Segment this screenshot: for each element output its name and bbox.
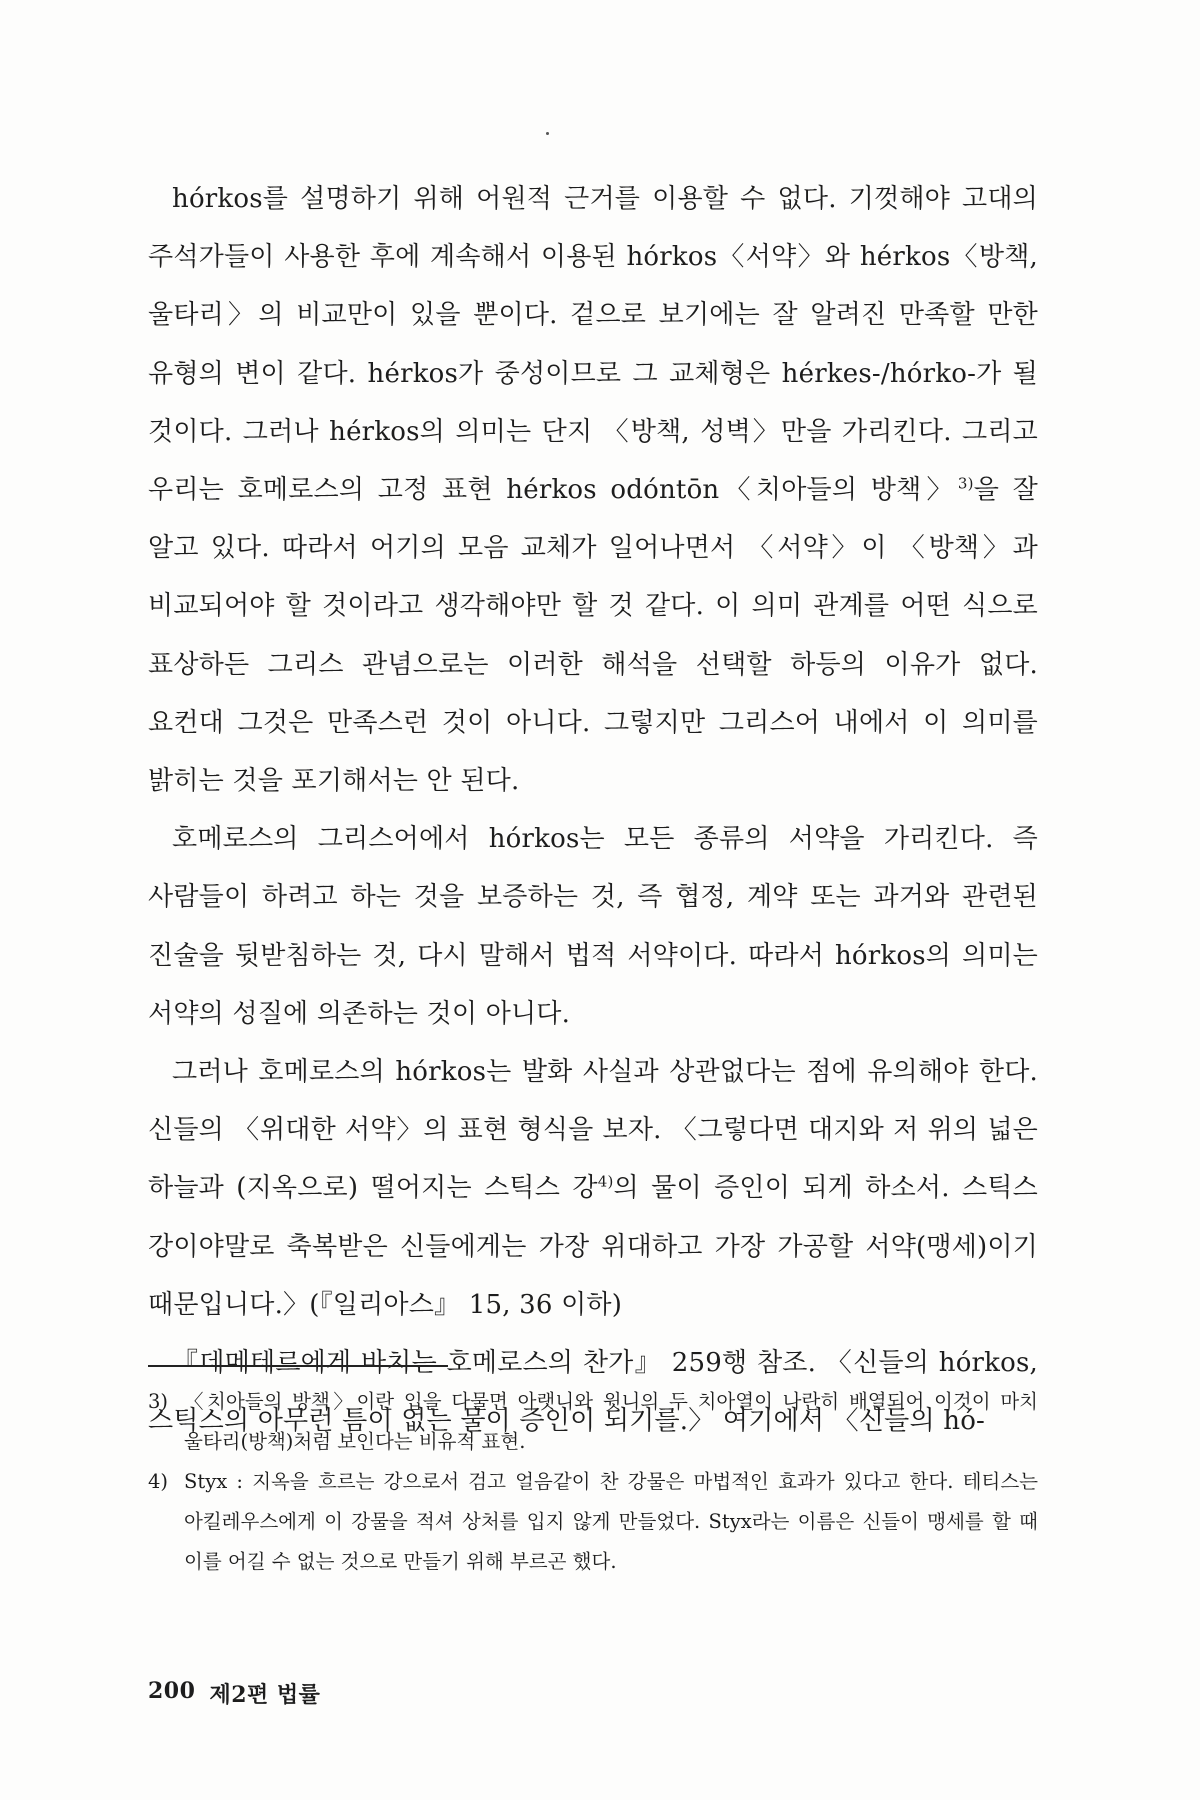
paragraph-3-text-b: 의 물이 증인이 되게 하소서. 스틱스 강이야말로 축복받은 신들에게는 가장 위대하고 가장 가공할 서약(맹세)이기 때문입니다.〉(『일리아스』 15, 36 이하) [148, 1173, 1038, 1320]
paragraph-3 [148, 1043, 1038, 1334]
footnote-number: 4) [148, 1470, 169, 1493]
footnote-3 [148, 1382, 1038, 1462]
footnote-4 [148, 1462, 1038, 1582]
paragraph-1-text-a: hórkos를 설명하기 위해 어원적 근거를 이용할 수 없다. 기껏해야 고대의 주석가들이 사용한 후에 계속해서 이용된 hórkos〈서약〉와 hérkos〈방책, 울타리〉의 비교만이 있을 뿐이다. 겉으로 보기에는 잘 알려진 만족할 만한 유형의 변이 같다. hérkos가 중성이므로 그 교체형은 hérkes-/hórko-가 될 것이다. 그러나 hérkos의 의미는 단지 〈방책, 성벽〉만을 가리킨다. 그리고 우리는 호메로스의 고정 표현 hérkos odóntōn〈치아들의 방책〉 [148, 184, 1038, 506]
footnote-ref-3[interactable]: 3) [957, 474, 974, 493]
footnote-divider [148, 1365, 448, 1367]
footnote-number: 3) [148, 1390, 169, 1413]
footnote-text: 〈치아들의 방책〉이란 입을 다물면 아랫니와 윗니의 두 치아열이 나란히 배열되어 이것이 마치 울타리(방책)처럼 보인다는 비유적 표현. [184, 1390, 1038, 1453]
section-title: 제2편 법률 [209, 1682, 321, 1708]
footnote-text: Styx : 지옥을 흐르는 강으로서 검고 얼음같이 찬 강물은 마법적인 효과가 있다고 한다. 테티스는 아킬레우스에게 이 강물을 적셔 상처를 입지 않게 만들었다. Styx라는 이름은 신들이 맹세를 할 때 이를 어길 수 없는 것으로 만들기 위해 부르곤 했다. [184, 1470, 1038, 1573]
print-speck [546, 132, 549, 135]
paragraph-4: 『데메테르에게 바치는 호메로스의 찬가』 259행 참조. 〈신들의 hórkos, 스틱스의 아무런 틈이 없는 물이 증인이 되기를.〉 여기에서 〈신들의 hó- [148, 1348, 1038, 1437]
footnotes [148, 1382, 1038, 1582]
paragraph-3-text-a: 그러나 호메로스의 hórkos는 발화 사실과 상관없다는 점에 유의해야 한다. 신들의 〈위대한 서약〉의 표현 형식을 보자. 〈그렇다면 대지와 저 위의 넓은 하늘과 (지옥으로) 떨어지는 스틱스 강 [148, 1057, 1038, 1204]
body-text [148, 170, 1038, 1450]
page-number: 200 [148, 1678, 196, 1704]
footnote-ref-4[interactable]: 4) [597, 1172, 614, 1191]
paragraph-1 [148, 170, 1038, 810]
page-footer [148, 1678, 320, 1709]
paragraph-1-text-b: 을 잘 알고 있다. 따라서 어기의 모음 교체가 일어나면서 〈서약〉이 〈방책〉과 비교되어야 할 것이라고 생각해야만 할 것 같다. 이 의미 관계를 어떤 식으로 표상하든 그리스 관념으로는 이러한 해석을 선택할 하등의 이유가 없다. 요컨대 그것은 만족스런 것이 아니다. 그렇지만 그리스어 내에서 이 의미를 밝히는 것을 포기해서는 안 된다. [148, 475, 1038, 797]
paragraph-2: 호메로스의 그리스어에서 hórkos는 모든 종류의 서약을 가리킨다. 즉 사람들이 하려고 하는 것을 보증하는 것, 즉 협정, 계약 또는 과거와 관련된 진술을 뒷받침하는 것, 다시 말해서 법적 서약이다. 따라서 hórkos의 의미는 서약의 성질에 의존하는 것이 아니다. [148, 824, 1038, 1029]
